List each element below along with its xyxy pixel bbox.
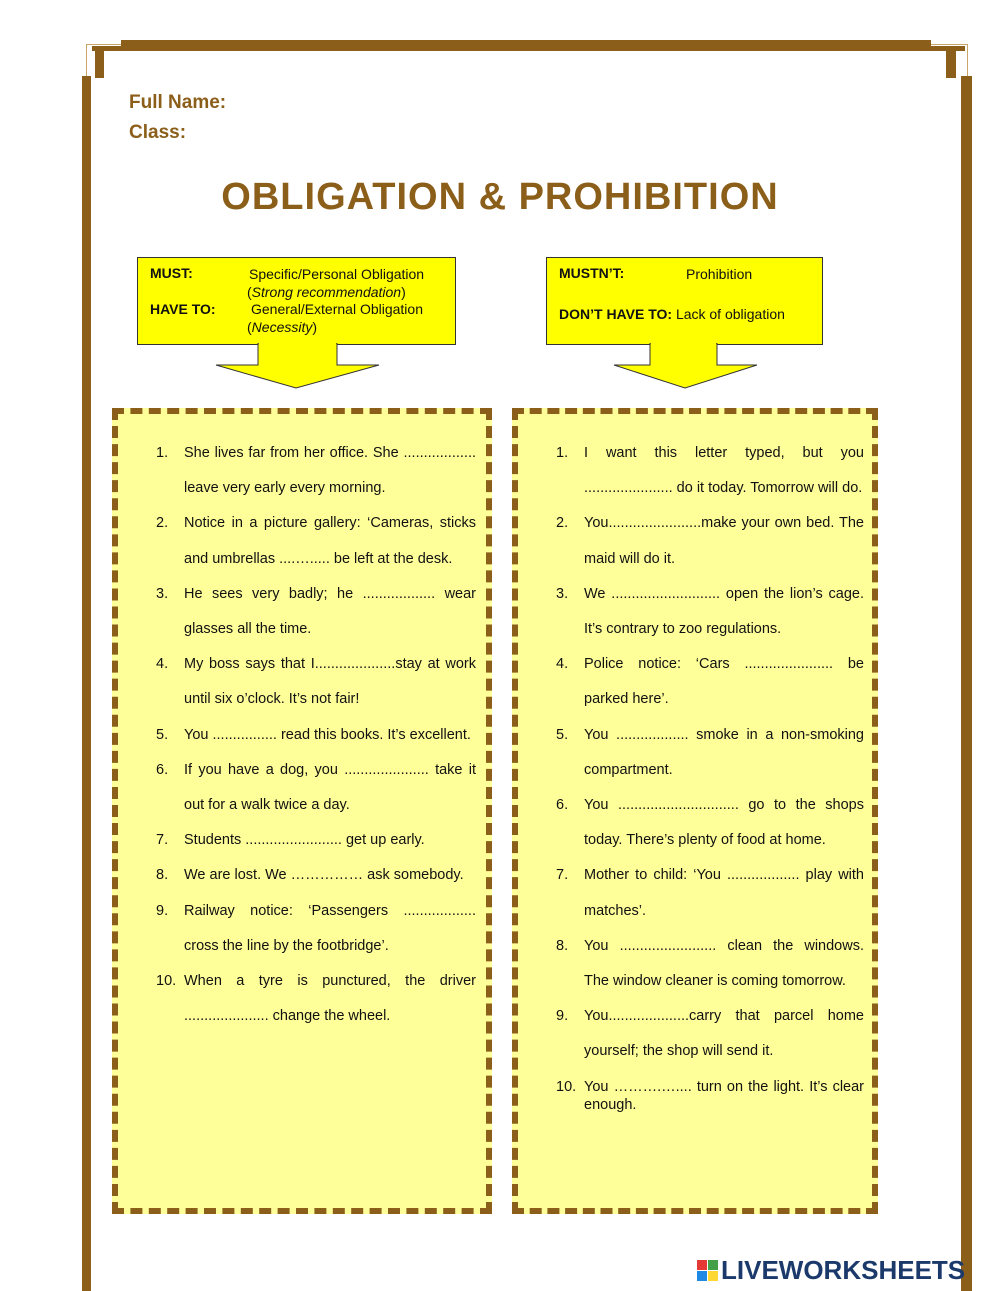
- list-item: 1. She lives far from her office. She .................. leave very early every morning.: [156, 445, 476, 497]
- list-item: 2. You.......................make your own bed. The maid will do it.: [556, 515, 864, 567]
- full-name-label: Full Name:: [129, 92, 227, 113]
- must-label: MUST:: [150, 265, 193, 281]
- dont-have-to-label: DON’T HAVE TO:: [559, 306, 673, 322]
- list-item: 7. Mother to child: ‘You .................. play with matches’.: [556, 867, 864, 919]
- frame-corner-left: [86, 44, 87, 76]
- list-item: 4. Police notice: ‘Cars ...................... be parked here’.: [556, 656, 864, 708]
- list-item: 8. You ........................ clean the windows. The window cleaner is coming tomorrow.: [556, 937, 864, 990]
- list-item: 5. You ................ read this books. It’s excellent.: [156, 726, 471, 743]
- left-exercise-panel: [112, 408, 492, 1214]
- frame-right-inner: [946, 50, 956, 78]
- have-to-note: (Necessity): [247, 319, 318, 335]
- mustnt-dont-have-to-box: [546, 257, 823, 345]
- list-item: 9. Railway notice: ‘Passengers .................. cross the line by the footbridge’.: [156, 902, 476, 954]
- list-item: 7. Students ........................ get up early.: [156, 832, 425, 849]
- right-exercise-list: [556, 436, 864, 1114]
- list-item: 8. We are lost. We …………… ask somebody.: [156, 867, 464, 884]
- list-item: 10. When a tyre is punctured, the driver ..................... change the wheel.: [156, 973, 476, 1025]
- list-item: 2. Notice in a picture gallery: ‘Cameras, sticks and umbrellas ....…..... be left at the desk.: [156, 515, 476, 567]
- list-item: 3. He sees very badly; he .................. wear glasses all the time.: [156, 585, 476, 638]
- list-item: 6. You .............................. go to the shops today. There’s plenty of food at home.: [556, 797, 864, 849]
- mustnt-label: MUSTN’T:: [559, 265, 625, 281]
- frame-right: [961, 76, 972, 1291]
- right-exercise-panel: [512, 408, 878, 1214]
- list-item: 4. My boss says that I....................stay at work until six o’clock. It’s not fair!: [156, 656, 476, 708]
- have-to-label: HAVE TO:: [150, 301, 216, 317]
- dont-have-to-description: Lack of obligation: [675, 306, 785, 322]
- frame-top-inner: [92, 46, 965, 51]
- class-label: Class:: [129, 122, 187, 143]
- list-item: 10. You ……….….... turn on the light. It’s clear enough.: [556, 1078, 864, 1113]
- list-item: 9. You....................carry that parcel home yourself; the shop will send it.: [556, 1008, 864, 1060]
- list-item: 3. We ........................... open the lion’s cage. It’s contrary to zoo regulations.: [556, 585, 864, 638]
- logo-text: LIVEWORKSHEETS: [721, 1254, 966, 1285]
- page-title: OBLIGATION & PROHIBITION: [221, 176, 779, 218]
- liveworksheets-logo: [697, 1255, 965, 1285]
- must-have-to-box: [137, 257, 456, 345]
- left-exercise-list: [156, 436, 476, 1034]
- logo-icon: [697, 1260, 718, 1281]
- list-item: 1. I want this letter typed, but you ...................... do it today. Tomorrow will do.: [556, 445, 864, 497]
- list-item: 6. If you have a dog, you ..................... take it out for a walk twice a day.: [156, 761, 476, 814]
- frame-left: [82, 76, 91, 1291]
- frame-corner-right: [967, 44, 968, 76]
- have-to-description: General/External Obligation: [251, 301, 423, 317]
- left-down-arrow: [213, 343, 383, 390]
- frame-left-inner: [95, 50, 104, 78]
- mustnt-description: Prohibition: [686, 266, 753, 282]
- must-description: Specific/Personal Obligation: [249, 266, 425, 282]
- list-item: 5. You .................. smoke in a non-smoking compartment.: [556, 726, 864, 778]
- right-down-arrow: [611, 343, 761, 390]
- must-note: (Strong recommendation): [247, 284, 406, 300]
